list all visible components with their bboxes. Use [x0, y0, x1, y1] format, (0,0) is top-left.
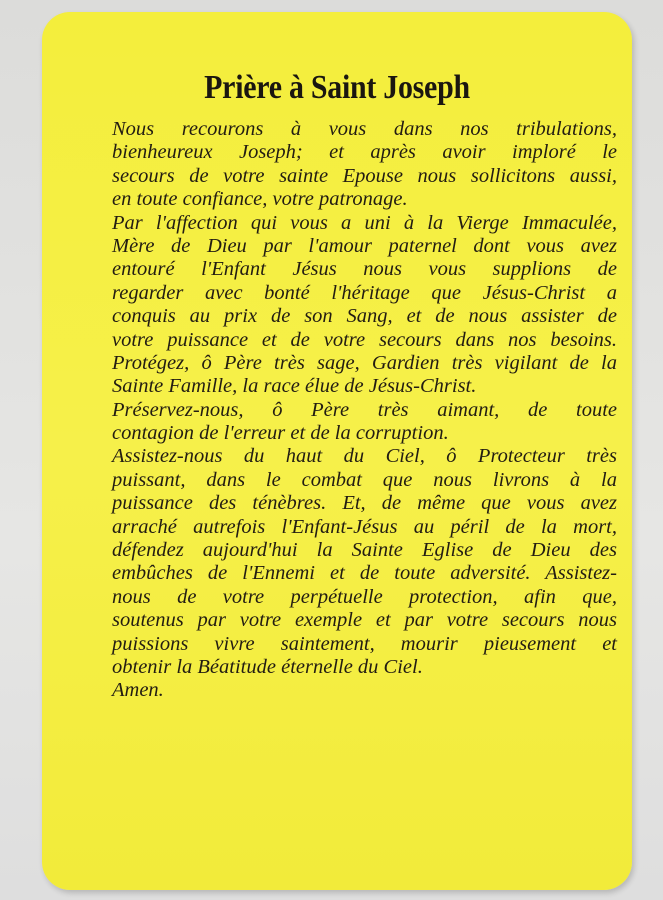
prayer-line: arraché autrefois l'Enfant-Jésus au péril de la mort,: [112, 515, 617, 538]
prayer-line: secours de votre sainte Epouse nous sollicitons aussi,: [112, 164, 617, 187]
prayer-line: Nous recourons à vous dans nos tribulations,: [112, 118, 617, 140]
prayer-line: contagion de l'erreur et de la corruption.: [112, 422, 449, 445]
prayer-title: Prière à Saint Joseph: [204, 69, 470, 106]
prayer-line: Préservez-nous, ô Père très aimant, de toute: [112, 398, 617, 421]
prayer-line: Amen.: [112, 679, 164, 702]
prayer-line: nous de votre perpétuelle protection, afin que,: [112, 585, 617, 608]
prayer-line: entouré l'Enfant Jésus nous vous supplions de: [112, 258, 617, 281]
prayer-line: regarder avec bonté l'héritage que Jésus-Christ a: [112, 281, 617, 304]
prayer-line: Sainte Famille, la race élue de Jésus-Christ.: [112, 375, 477, 398]
prayer-line: soutenus par votre exemple et par votre secours nous: [112, 609, 617, 632]
prayer-line: puissance des ténèbres. Et, de même que vous avez: [112, 492, 617, 515]
prayer-line: Par l'affection qui vous a uni à la Vierge Immaculée,: [112, 211, 617, 234]
prayer-line: en toute confiance, votre patronage.: [112, 188, 408, 211]
prayer-line: Protégez, ô Père très sage, Gardien très vigilant de la: [112, 351, 617, 374]
prayer-line: obtenir la Béatitude éternelle du Ciel.: [112, 655, 423, 678]
prayer-line: puissions vivre saintement, mourir pieusement et: [112, 632, 617, 655]
prayer-line: Assistez-nous du haut du Ciel, ô Protecteur très: [112, 445, 617, 468]
prayer-line: bienheureux Joseph; et après avoir imploré le: [112, 141, 617, 164]
prayer-line: puissant, dans le combat que nous livrons à la: [112, 468, 617, 491]
prayer-line: défendez aujourd'hui la Sainte Eglise de Dieu des: [112, 539, 617, 562]
prayer-card: [42, 12, 632, 890]
prayer-line: Mère de Dieu par l'amour paternel dont vous avez: [112, 234, 617, 257]
prayer-line: votre puissance et de votre secours dans nos besoins.: [112, 328, 617, 351]
prayer-line: embûches de l'Ennemi et de toute adversité. Assistez-: [112, 562, 617, 585]
prayer-text: [112, 118, 617, 703]
prayer-line: conquis au prix de son Sang, et de nous assister de: [112, 305, 617, 328]
